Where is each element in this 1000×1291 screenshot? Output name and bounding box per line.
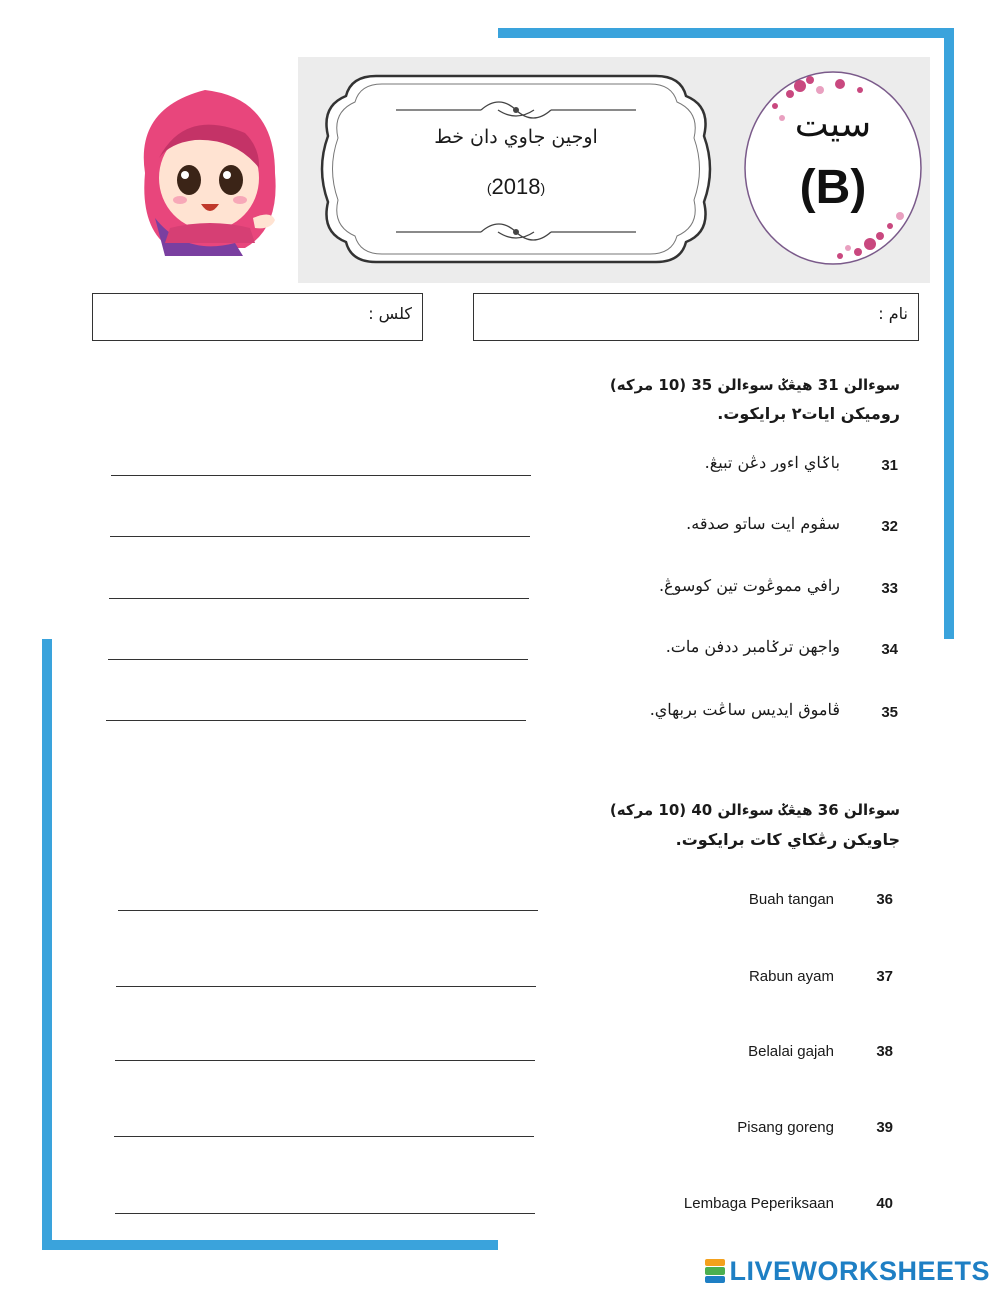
question-number: 32 — [881, 518, 898, 535]
section1-instruction: روميكن ايات٢ برايكوت. — [717, 404, 900, 423]
ornamental-frame — [316, 66, 716, 272]
answer-line-33[interactable] — [109, 598, 529, 599]
question-number: 35 — [881, 704, 898, 721]
paper-year: (2018) — [486, 174, 546, 199]
question-number: 33 — [881, 580, 898, 597]
question-text: ڤاموق ايديس ساڠت بربهاي. — [649, 700, 840, 719]
question-number: 37 — [876, 968, 893, 985]
question-text: واجهن ترݢامبر ددفن مات. — [665, 637, 840, 656]
answer-line-36[interactable] — [118, 910, 538, 911]
question-number: 34 — [881, 641, 898, 658]
answer-line-39[interactable] — [114, 1136, 534, 1137]
answer-line-34[interactable] — [108, 659, 528, 660]
paper-title: اوجين جاوي دان خط — [434, 126, 598, 148]
question-text: سڤوم ايت ساتو صدقه. — [686, 514, 840, 533]
class-label: كلس : — [368, 304, 412, 323]
question-text: Lembaga Peperiksaan — [683, 1195, 834, 1212]
answer-line-32[interactable] — [110, 536, 530, 537]
name-field[interactable] — [473, 293, 919, 341]
section2-title: سوءالن 36 هيڠݢ سوءالن 40 (10 مركه) — [609, 801, 900, 819]
answer-line-38[interactable] — [115, 1060, 535, 1061]
answer-line-31[interactable] — [111, 475, 531, 476]
set-letter: (B) — [799, 161, 867, 214]
name-label: نام : — [878, 304, 908, 323]
question-text: Pisang goreng — [737, 1119, 834, 1136]
question-text: Belalai gajah — [748, 1043, 834, 1060]
question-number: 39 — [876, 1119, 893, 1136]
question-number: 31 — [881, 457, 898, 474]
question-number: 38 — [876, 1043, 893, 1060]
answer-line-37[interactable] — [116, 986, 536, 987]
brand-text: LIVEWORKSHEETS — [729, 1255, 990, 1286]
set-label: سيت — [794, 104, 872, 145]
answer-line-40[interactable] — [115, 1213, 535, 1214]
section1-title: سوءالن 31 هيڠݢ سوءالن 35 (10 مركه) — [609, 376, 900, 394]
question-text: باݢاي اءور دڠن تبيڠ. — [704, 453, 840, 472]
question-text: رافي مموڠوت تين كوسوڠ. — [658, 576, 840, 595]
question-text: Rabun ayam — [748, 968, 834, 985]
section2-instruction: جاويكن رڠكاي كات برايكوت. — [675, 830, 900, 849]
brand-mark-icon — [705, 1259, 725, 1283]
answer-line-35[interactable] — [106, 720, 526, 721]
question-text: Buah tangan — [748, 891, 834, 908]
class-field[interactable] — [92, 293, 423, 341]
question-number: 40 — [876, 1195, 893, 1212]
liveworksheets-logo[interactable] — [705, 1256, 990, 1286]
question-number: 36 — [876, 891, 893, 908]
hijab-girl-illustration — [125, 78, 290, 256]
